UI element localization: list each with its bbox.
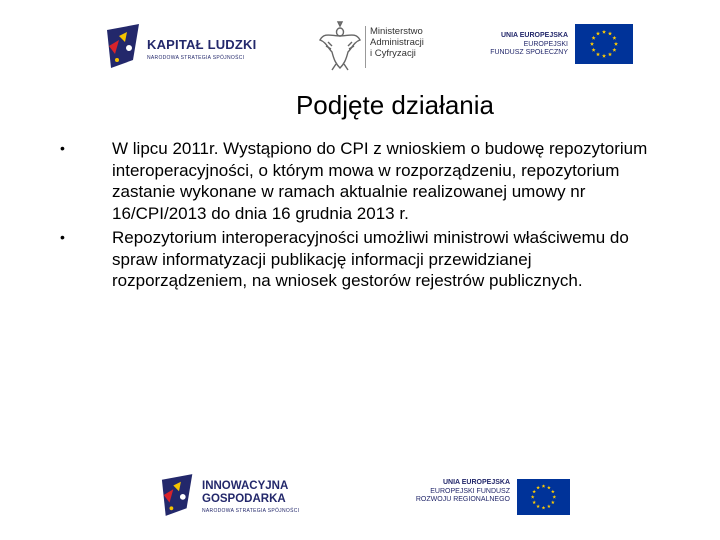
eu-star-icon — [536, 486, 540, 490]
eu-star-icon — [596, 31, 600, 35]
eu-star-icon — [551, 500, 555, 504]
eu-star-icon — [532, 490, 536, 494]
eu-social-fund-text — [490, 32, 568, 58]
eu-star-icon — [608, 52, 612, 56]
bullet-item — [55, 138, 655, 224]
eu-star-icon — [547, 486, 551, 490]
eu-line: ROZWOJU REGIONALNEGO — [415, 496, 510, 503]
bullet-mark: • — [60, 229, 65, 245]
ministry-logo — [318, 20, 433, 75]
ministry-line: Ministerstwo — [370, 26, 423, 37]
eu-star-icon — [552, 495, 556, 499]
innowacyjna-title-line: GOSPODARKA — [202, 493, 286, 505]
eu-star-icon — [542, 484, 546, 488]
eu-star-icon — [547, 504, 551, 508]
eu-star-icon — [602, 54, 606, 58]
eu-star-icon — [532, 500, 536, 504]
eu-star-icon — [612, 36, 616, 40]
eu-star-icon — [551, 490, 555, 494]
eu-regional-fund-logo — [400, 473, 570, 523]
ministry-separator — [365, 26, 366, 68]
eu-line: UNIA EUROPEJSKA — [500, 32, 568, 39]
kapital-ludzki-subtitle: NARODOWA STRATEGIA SPÓJNOŚCI — [147, 55, 245, 61]
eu-flag-icon — [517, 479, 570, 515]
eu-line: UNIA EUROPEJSKA — [442, 479, 510, 486]
bullet-list — [55, 138, 655, 295]
eu-star-icon — [542, 506, 546, 510]
innowacyjna-title — [202, 480, 288, 506]
eu-regional-fund-text — [416, 479, 510, 505]
bullet-item — [55, 227, 655, 292]
eu-flag-icon — [575, 24, 633, 64]
eu-star-icon — [536, 504, 540, 508]
eu-star-icon — [602, 30, 606, 34]
eu-star-icon — [596, 52, 600, 56]
eu-star-icon — [612, 48, 616, 52]
kapital-ludzki-title: KAPITAŁ LUDZKI — [147, 37, 257, 52]
kapital-ludzki-logo — [105, 20, 255, 72]
ministry-name — [370, 26, 424, 59]
innowacyjna-emblem-icon — [160, 470, 198, 520]
kapital-ludzki-emblem-icon — [105, 20, 145, 72]
innowacyjna-gospodarka-logo — [160, 470, 310, 520]
eu-line: EUROPEJSKI — [523, 40, 568, 48]
eu-social-fund-logo — [478, 18, 633, 70]
eagle-emblem-icon — [318, 20, 362, 72]
ministry-line: Administracji — [370, 37, 424, 48]
slide-title: Podjęte działania — [295, 90, 495, 120]
ministry-line: i Cyfryzacji — [370, 48, 416, 59]
eu-star-icon — [531, 495, 535, 499]
eu-star-icon — [614, 42, 618, 46]
eu-star-icon — [592, 48, 596, 52]
bullet-text: Repozytorium interoperacyjności umożliwi ministrowi właściwemu do spraw informatyzacji publikację informacji przewidzianej rozporządzeniem, na wniosek gestorów rejestrów publicznych. — [112, 228, 629, 290]
eu-line: EUROPEJSKI FUNDUSZ — [430, 487, 510, 495]
bullet-text: W lipcu 2011r. Wystąpiono do CPI z wnioskiem o budowę repozytorium interoperacyjności, o którym mowa w rozporządzeniu, repozytorium zastanie wykonane w ramach aktualnie realizowanej umowy nr 16/CPI/2013 do dnia 16 grudnia 2013 r. — [112, 139, 648, 223]
eu-star-icon — [592, 36, 596, 40]
innowacyjna-subtitle: NARODOWA STRATEGIA SPÓJNOŚCI — [202, 508, 300, 514]
innowacyjna-title-line: INNOWACYJNA — [202, 480, 289, 492]
eu-line: FUNDUSZ SPOŁECZNY — [490, 49, 568, 56]
eu-star-icon — [608, 31, 612, 35]
bullet-mark: • — [60, 140, 65, 156]
eu-star-icon — [590, 42, 594, 46]
